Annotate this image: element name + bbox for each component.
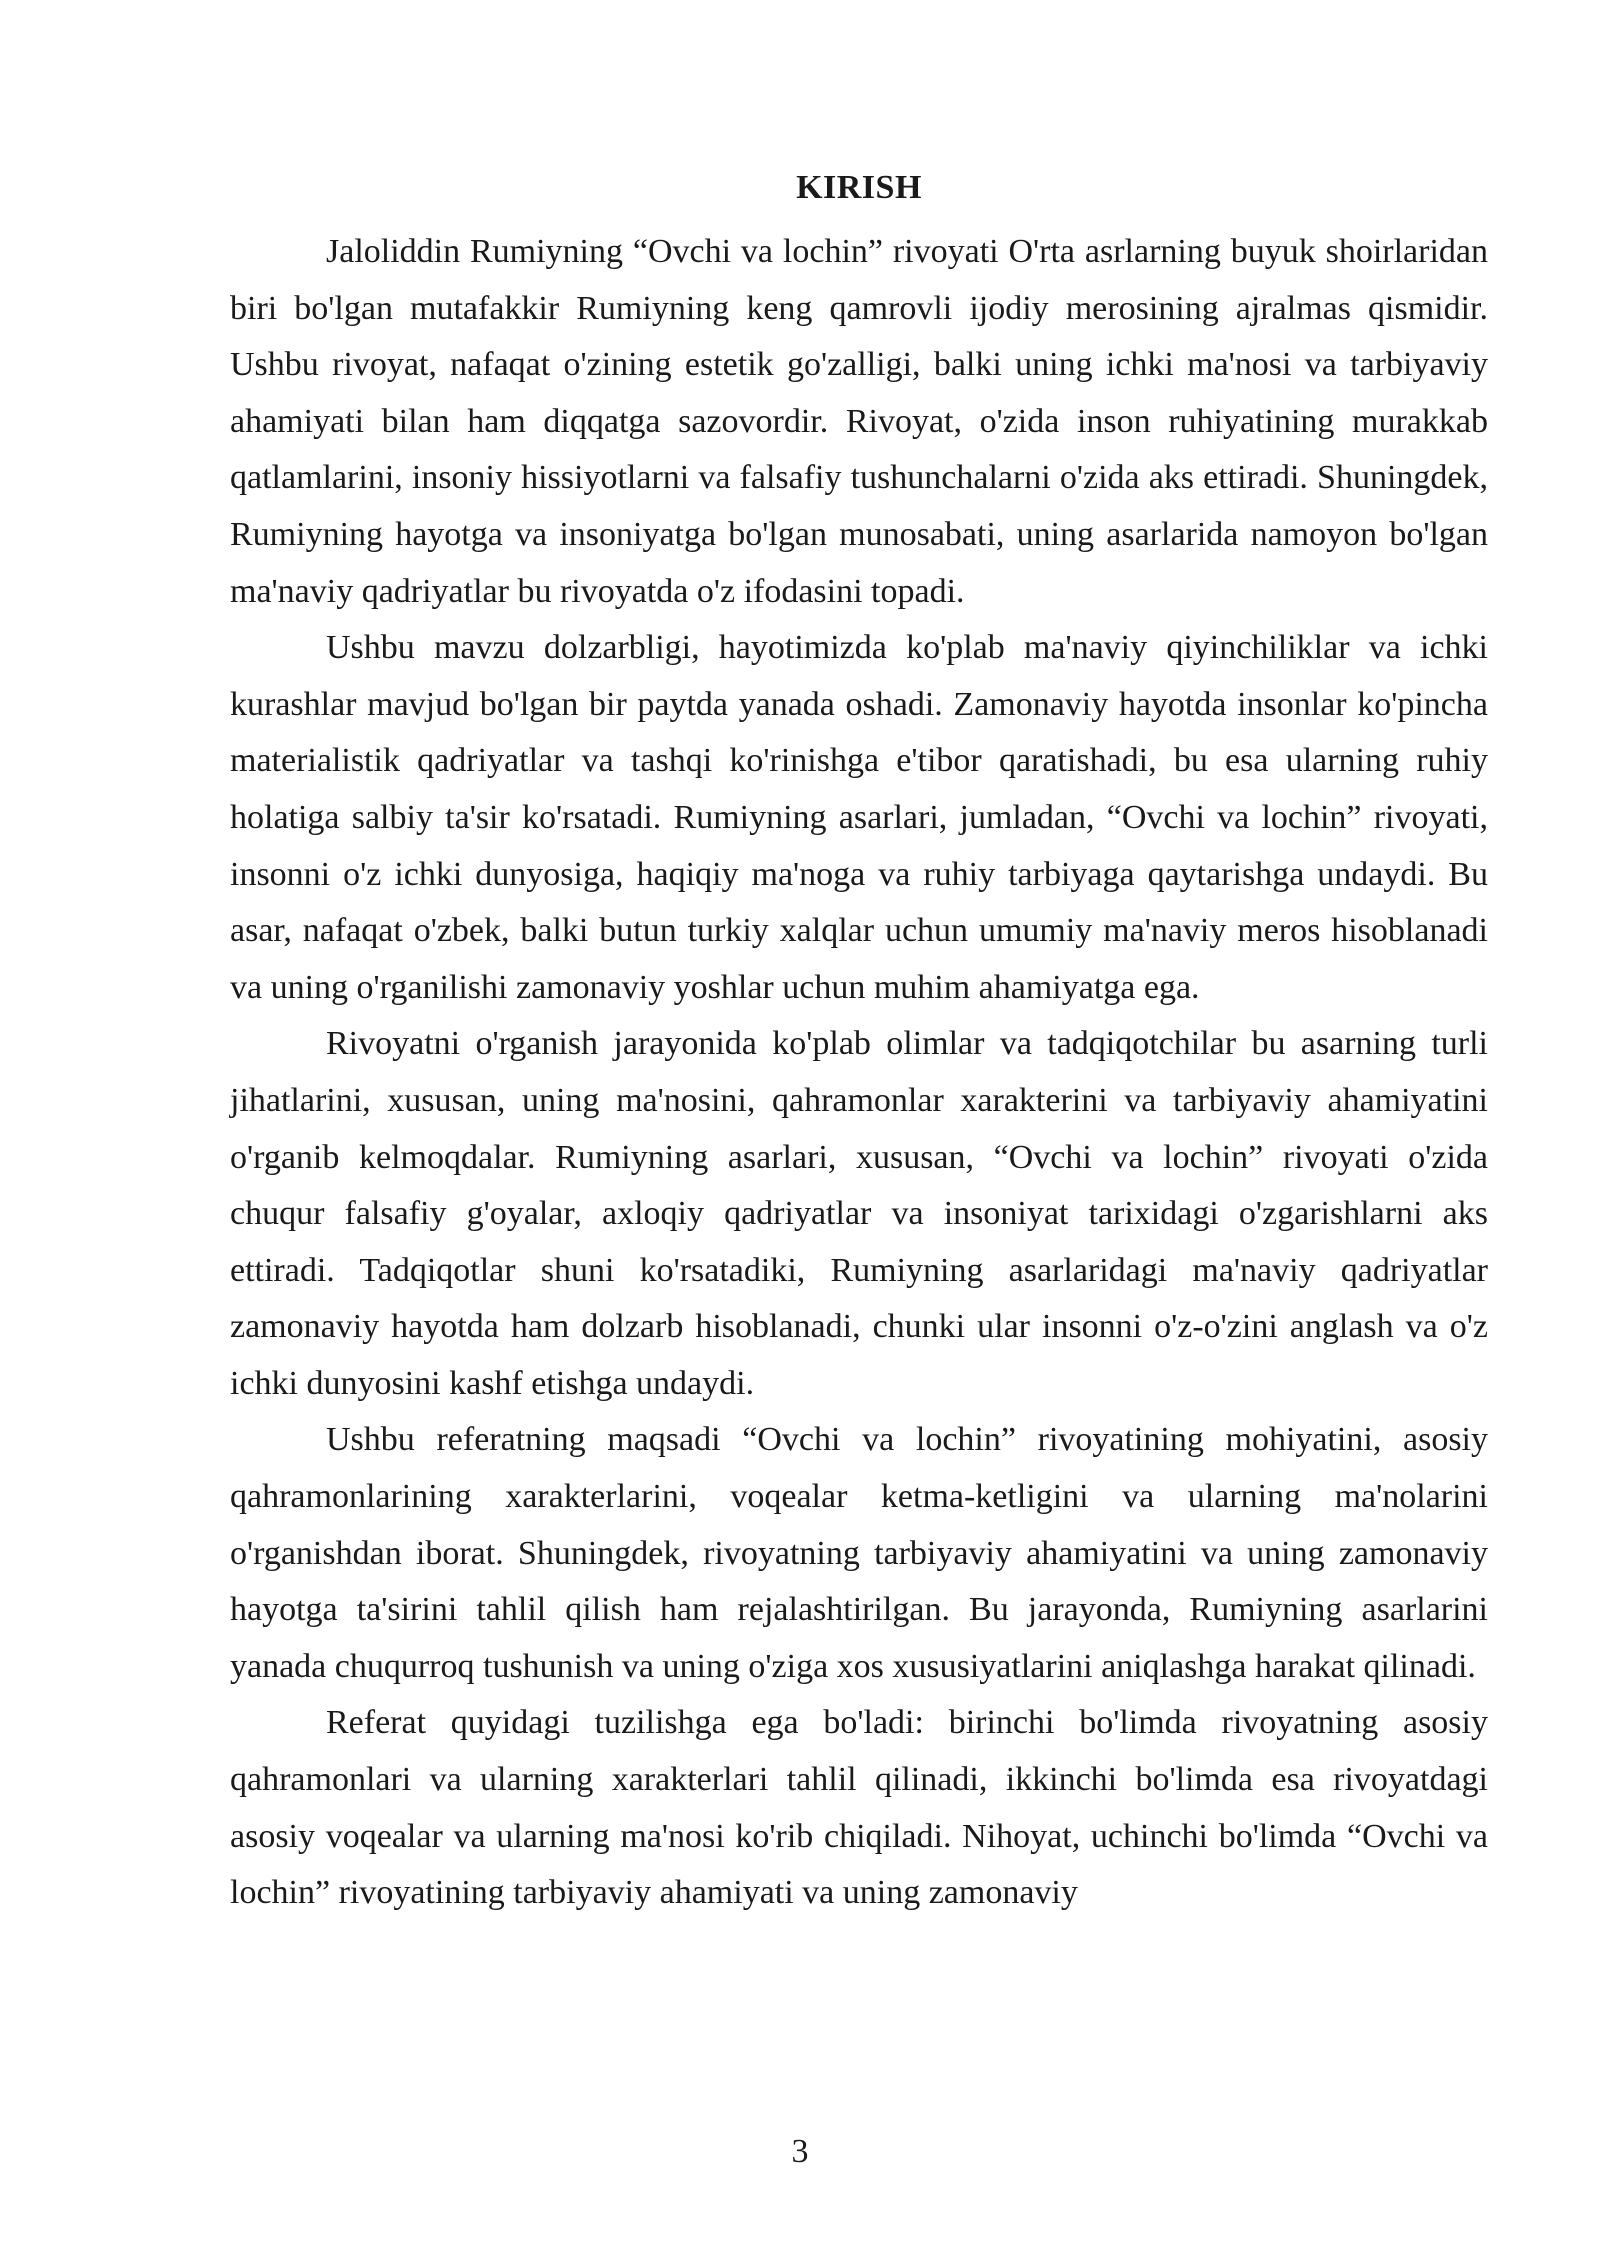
page-content xyxy=(230,160,1488,1922)
paragraph-3: Rivoyatni o'rganish jarayonida ko'plab olimlar va tadqiqotchilar bu asarning turli jihatlarini, xususan, uning ma'nosini, qahramonlar xarakterini va tarbiyaviy ahamiyatini o'rganib kelmoqdalar. Rumiyning asarlari, xususan, “Ovchi va lochin” rivoyati o'zida chuqur falsafiy g'oyalar, axloqiy qadriyatlar va insoniyat tarixidagi o'zgarishlarni aks ettiradi. Tadqiqotlar shuni ko'rsatadiki, Rumiyning asarlaridagi ma'naviy qadriyatlar zamonaviy hayotda ham dolzarb hisoblanadi, chunki ular insonni o'z-o'zini anglash va o'z ichki dunyosini kashf etishga undaydi. xyxy=(230,1025,1488,1402)
paragraph-5: Referat quyidagi tuzilishga ega bo'ladi: birinchi bo'limda rivoyatning asosiy qahramonlari va ularning xarakterlari tahlil qilinadi, ikkinchi bo'limda esa rivoyatdagi asosiy voqealar va ularning ma'nosi ko'rib chiqiladi. Nihoyat, uchinchi bo'limda “Ovchi va lochin” rivoyatining tarbiyaviy ahamiyati va uning zamonaviy xyxy=(230,1704,1488,1912)
paragraph-2: Ushbu mavzu dolzarbligi, hayotimizda ko'plab ma'naviy qiyinchiliklar va ichki kurashlar mavjud bo'lgan bir paytda yanada oshadi. Zamonaviy hayotda insonlar ko'pincha materialistik qadriyatlar va tashqi ko'rinishga e'tibor qaratishadi, bu esa ularning ruhiy holatiga salbiy ta'sir ko'rsatadi. Rumiyning asarlari, jumladan, “Ovchi va lochin” rivoyati, insonni o'z ichki dunyosiga, haqiqiy ma'noga va ruhiy tarbiyaga qaytarishga undaydi. Bu asar, nafaqat o'zbek, balki butun turkiy xalqlar uchun umumiy ma'naviy meros hisoblanadi va uning o'rganilishi zamonaviy yoshlar uchun muhim ahamiyatga ega. xyxy=(230,629,1488,1006)
paragraph-4: Ushbu referatning maqsadi “Ovchi va lochin” rivoyatining mohiyatini, asosiy qahramonlarining xarakterlarini, voqealar ketma-ketligini va ularning ma'nolarini o'rganishdan iborat. Shuningdek, rivoyatning tarbiyaviy ahamiyatini va uning zamonaviy hayotga ta'sirini tahlil qilish ham rejalashtirilgan. Bu jarayonda, Rumiyning asarlarini yanada chuqurroq tushunish va uning o'ziga xos xususiyatlarini aniqlashga harakat qilinadi. xyxy=(230,1421,1488,1685)
section-heading: KIRISH xyxy=(796,169,922,206)
paragraph-1: Jaloliddin Rumiyning “Ovchi va lochin” rivoyati O'rta asrlarning buyuk shoirlaridan biri bo'lgan mutafakkir Rumiyning keng qamrovli ijodiy merosining ajralmas qismidir. Ushbu rivoyat, nafaqat o'zining estetik go'zalligi, balki uning ichki ma'nosi va tarbiyaviy ahamiyati bilan ham diqqatga sazovordir. Rivoyat, o'zida inson ruhiyatining murakkab qatlamlarini, insoniy hissiyotlarni va falsafiy tushunchalarni o'zida aks ettiradi. Shuningdek, Rumiyning hayotga va insoniyatga bo'lgan munosabati, uning asarlarida namoyon bo'lgan ma'naviy qadriyatlar bu rivoyatda o'z ifodasini topadi. xyxy=(230,233,1488,610)
page-number: 3 xyxy=(791,2133,809,2170)
